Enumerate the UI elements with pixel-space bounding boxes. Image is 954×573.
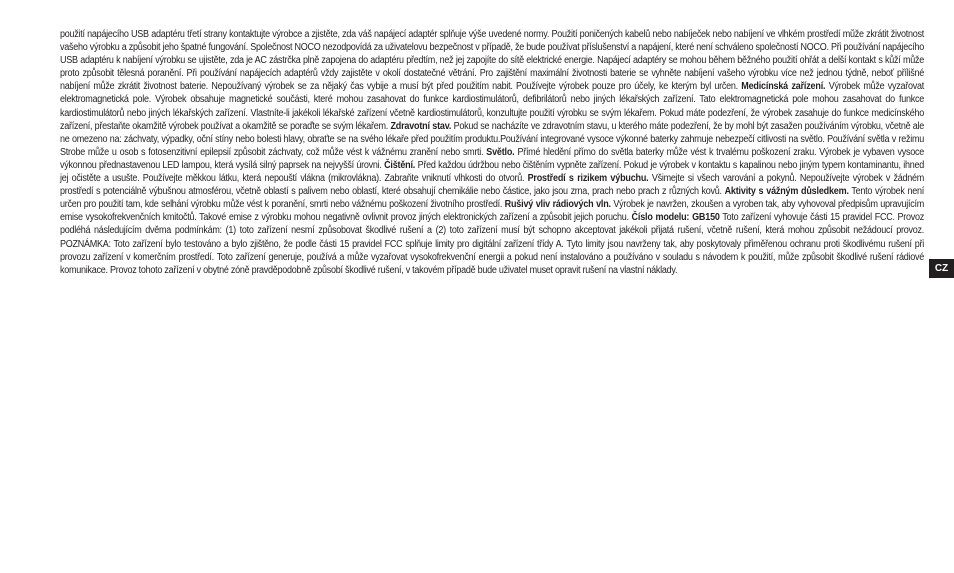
heading-cleaning: Čištění.	[384, 159, 416, 171]
body-text	[60, 28, 924, 277]
text-cleaning: Před každou údržbou nebo čištěním vypněte zařízení. Pokud je výrobek v kontaktu s kapalinou nebo jiným typem kontaminantu, ihned jej očistěte a usušte. Používejte měkkou látku, která nepouští vlákna (mikrovlákna). Zabraňte vniknutí vlhkosti do otvorů.	[60, 159, 924, 185]
heading-high-consequence-activities: Aktivity s vážným důsledkem.	[724, 186, 849, 198]
heading-explosive-environment: Prostředí s rizikem výbuchu.	[527, 173, 649, 185]
heading-health-condition: Zdravotní stav.	[390, 120, 452, 132]
text-intro: použití napájecího USB adaptéru třetí strany kontaktujte výrobce a zjistěte, zda váš napájecí adaptér splňuje výše uvedené normy. Použití poničených kabelů nebo nabíječek nebo nabíjení ve vlhkém prostředí může zkrátit životnost vašeho výrobku a způsobit jeho špatné fungování. Společnost NOCO nezodpovídá za uživatelovu bezpečnost v případě, že bude používat příslušenství a napájení, které není schváleno společností NOCO. Při používání napájecího USB adaptéru k nabíjení výrobku se ujistěte, zda je AC zástrčka plně zapojena do adaptéru předtím, než jej zapojíte do sítě elektrické energie. Napájecí adaptéry se mohou během běžného použití ohřát a delší kontakt s kůží může proto způsobit tělesná poranění. Při používání napájecích adaptérů vždy zajistěte v okolí dostatečné větrání. Pro zajištění maximální životnosti baterie se vyhněte nabíjení vašeho výrobku více než jednou týdně, neboť přílišné nabíjení může zkrátit životnost baterie. Nepoužívaný výrobek se za nějaký čas vybije a musí být před použitím nabit. Používejte výrobek pouze pro účely, ke kterým byl určen.	[60, 29, 924, 93]
text-high-consequence-activities: Tento výrobek není určen pro použití tam, kde selhání výrobku může vést k poranění, smrti nebo vážnému poškození životního prostředí.	[60, 186, 924, 211]
text-health-condition: Pokud se nacházíte ve zdravotním stavu, u kterého máte podezření, že by mohl být zasažen používáním výrobku, včetně ale ne omezeno na: záchvaty, výpadky, oční stíny nebo bolesti hlavy, obraťte se na svého lékaře před použitím produktu.Používání integrované vysoce výkonné baterky zahrnuje nebezpečí citlivosti na světlo. Používání světla v režimu Strobe může u osob s fotosenzitivní epilepsií způsobit záchvaty, což může vést k vážnému zranění nebo smrti.	[60, 120, 924, 158]
language-tab-cz: CZ	[929, 259, 954, 278]
text-radio-interference: Výrobek je navržen, zkoušen a vyroben tak, aby vyhovoval předpisům upravujícím emise vysokofrekvenčních kmitočtů. Takové emise z výrobku mohou negativně ovlivnit provoz jiných elektronických zařízení a způsobit jejich poruchu.	[60, 199, 924, 224]
text-explosive-environment: Všimejte si všech varování a pokynů. Nepoužívejte výrobek v žádném prostředí s potenciálně výbušnou atmosférou, včetně oblastí s palivem nebo oblastí, které obsahují chemikálie nebo částice, jako jsou zrna, prach nebo prach z různých kovů.	[60, 173, 924, 198]
text-light: Přímé hledění přímo do světla baterky může vést k trvalému poškození zraku. Výrobek je vybaven vysoce výkonnou přednastavenou LED lampou, která vysílá silný paprsek na nejvyšší úrovni.	[60, 146, 924, 171]
text-medical-devices: Výrobek může vyzařovat elektromagnetická pole. Výrobek obsahuje magnetické součásti, které mohou zasahovat do funkce kardiostimulátorů, defibrilátorů nebo jiných lékařských zařízení. Tato elektromagnetická pole mohou zasahovat do funkce kardiostimulátorů nebo jiných lékařských zařízení. Vlastníte-li jakékoli lékařské zařízení včetně kardiostimulátorů, konzultujte použití výrobku se svým lékařem. Pokud máte podezření, že výrobek zasahuje do funkce medicínského zařízení, přestaňte okamžitě výrobek používat a okamžitě se poraďte se svým lékařem.	[60, 81, 924, 132]
heading-light: Světlo.	[486, 146, 515, 158]
heading-medical-devices: Medicínská zařízení.	[741, 81, 826, 93]
text-fcc-compliance: Toto zařízení vyhovuje části 15 pravidel FCC. Provoz podléhá následujícím dvěma podmínkám: (1) toto zařízení nesmí způsobovat škodlivé rušení a (2) toto zařízení musí být schopno akceptovat jakékoli přijatá rušení, včetně rušení, která mohou způsobit nežádoucí provoz. POZNÁMKA: Toto zařízení bylo testováno a bylo zjištěno, že podle části 15 pravidel FCC splňuje limity pro digitální zařízení třídy A. Tyto limity jsou navrženy tak, aby poskytovaly přiměřenou ochranu proti škodlivému rušení při provozu zařízení v komerčním prostředí. Toto zařízení generuje, používá a může vyzařovat vysokofrekvenční energii a pokud není instalováno a používáno v souladu s návodem k použití, může způsobit škodlivé rušení rádiové komunikace. Provoz tohoto zařízení v obytné zóně pravděpodobně způsobí škodlivé rušení, v takovém případě bude uživatel muset opravit rušení na vlastní náklady.	[60, 212, 924, 276]
heading-model-number: Číslo modelu: GB150	[631, 212, 720, 224]
heading-radio-interference: Rušivý vliv rádiových vln.	[504, 199, 611, 211]
